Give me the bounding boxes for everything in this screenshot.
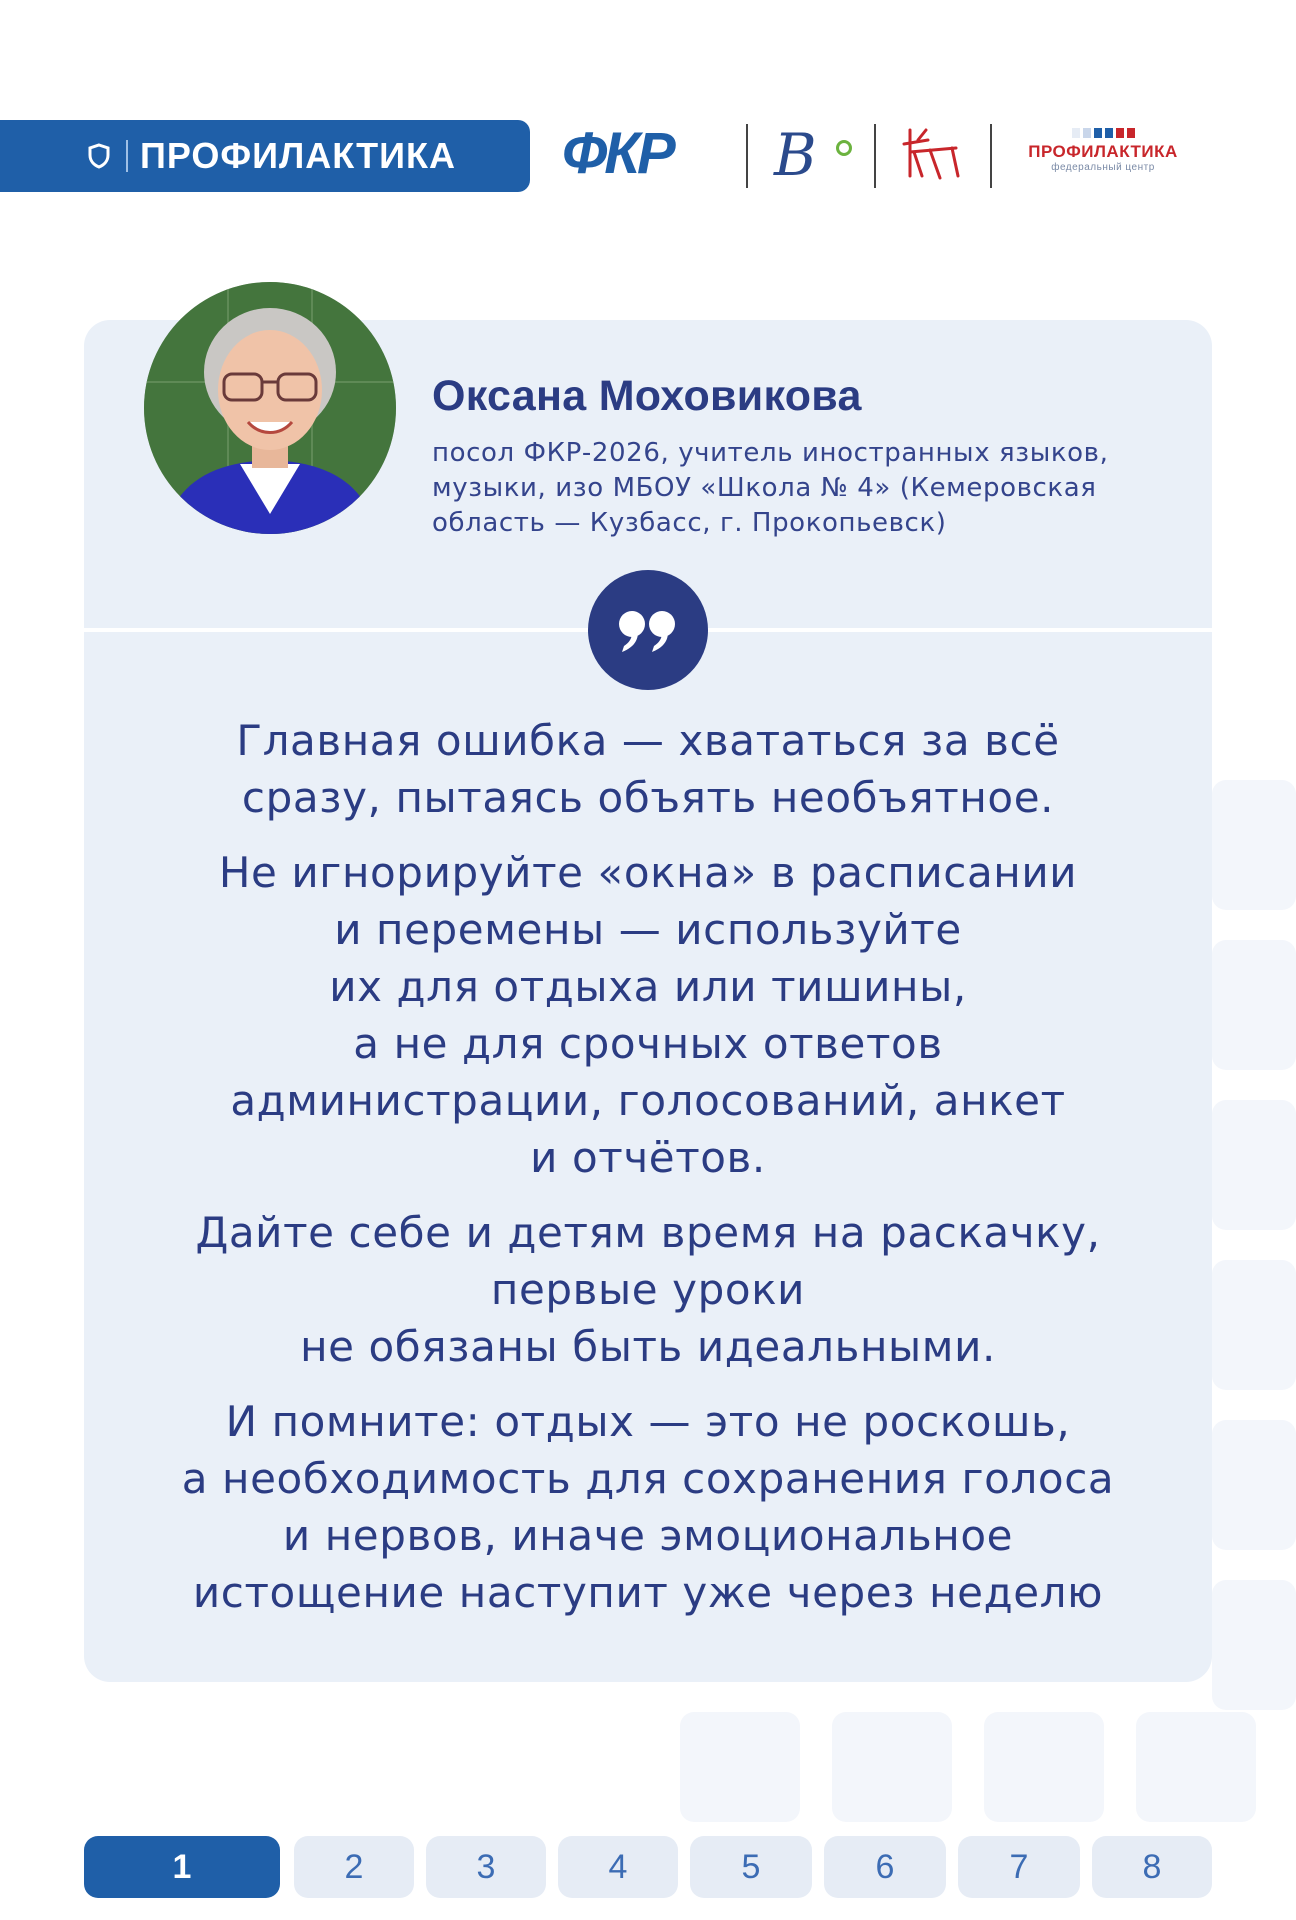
decor-square	[1136, 1712, 1256, 1822]
decor-square	[1212, 780, 1296, 910]
quote-line: и нервов, иначе эмоциональное	[282, 1511, 1014, 1560]
quote-line: Не игнорируйте «окна» в расписании	[218, 848, 1078, 897]
quote-line: администрации, голосований, анкет	[230, 1076, 1066, 1125]
brand-label: ПРОФИЛАКТИКА	[140, 135, 456, 176]
decor-square	[1212, 1260, 1296, 1390]
page-button-5[interactable]: 5	[690, 1836, 812, 1898]
quote-line: И помните: отдых — это не роскошь,	[225, 1397, 1071, 1446]
quote-line: сразу, пытаясь объять необъятное.	[241, 773, 1055, 822]
quote-line: не обязаны быть идеальными.	[300, 1322, 996, 1371]
logo-divider	[874, 124, 876, 188]
fkr-logo: ФКР	[562, 121, 673, 186]
quote-line: Главная ошибка — хвататься за всё	[236, 716, 1060, 765]
script-logo: B	[774, 121, 817, 189]
page-button-7[interactable]: 7	[958, 1836, 1080, 1898]
decor-square	[1212, 940, 1296, 1070]
quote-line: их для отдыха или тишины,	[329, 962, 967, 1011]
brand-divider	[126, 140, 128, 172]
flag-bars	[1018, 128, 1188, 138]
quote-line: а необходимость для сохранения голоса	[181, 1454, 1115, 1503]
profilaktika-logo-subtitle: федеральный центр	[1051, 162, 1155, 173]
person-name: Оксана Моховикова	[432, 372, 862, 420]
decor-square	[832, 1712, 952, 1822]
person-role: посол ФКР-2026, учитель иностранных языков, музыки, изо МБОУ «Школа № 4» (Кемеровская область — Кузбасс, г. Прокопьевск)	[432, 438, 1109, 538]
quote-line: и отчётов.	[530, 1133, 766, 1182]
profilaktika-logo	[1018, 128, 1188, 173]
page-button-6[interactable]: 6	[824, 1836, 946, 1898]
quote-line: и перемены — используйте	[334, 905, 962, 954]
chair-icon	[900, 126, 966, 188]
decor-square	[984, 1712, 1104, 1822]
profilaktika-logo-title: ПРОФИЛАКТИКА	[1028, 142, 1178, 161]
decor-square	[1212, 1100, 1296, 1230]
quote-icon	[588, 570, 708, 690]
quote-line: а не для срочных ответов	[353, 1019, 943, 1068]
quote-paragraph-2	[130, 844, 1166, 1186]
quote-paragraph-1	[130, 712, 1166, 826]
page-button-8[interactable]: 8	[1092, 1836, 1212, 1898]
quote-text	[130, 712, 1166, 1639]
quote-line: истощение наступит уже через неделю	[192, 1568, 1104, 1617]
page-button-1[interactable]: 1	[84, 1836, 280, 1898]
page-button-2[interactable]: 2	[294, 1836, 414, 1898]
avatar	[144, 282, 396, 534]
page-button-4[interactable]: 4	[558, 1836, 678, 1898]
script-logo-dot	[836, 140, 852, 156]
decor-square	[1212, 1420, 1296, 1550]
brand-banner	[0, 120, 530, 192]
decor-square	[680, 1712, 800, 1822]
logo-divider	[746, 124, 748, 188]
quote-paragraph-3	[130, 1204, 1166, 1375]
page-button-3[interactable]: 3	[426, 1836, 546, 1898]
quote-paragraph-4	[130, 1393, 1166, 1621]
quote-line: Дайте себе и детям время на раскачку,	[195, 1208, 1101, 1257]
logo-divider	[990, 124, 992, 188]
quote-line: первые уроки	[490, 1265, 806, 1314]
decor-square	[1212, 1580, 1296, 1710]
shield-icon	[88, 142, 112, 170]
